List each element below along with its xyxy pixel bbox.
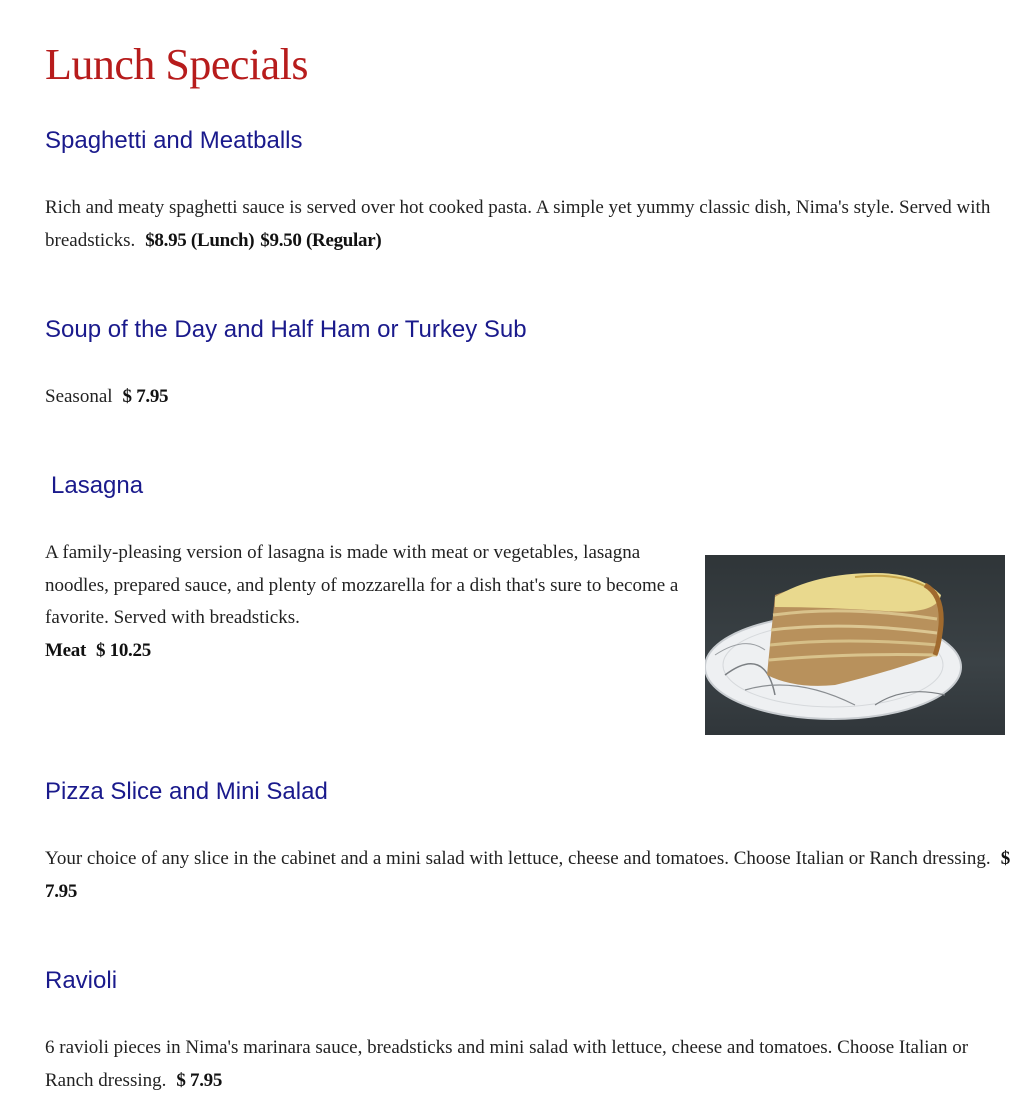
item-description-text: Your choice of any slice in the cabinet and a mini salad with lettuce, cheese and tomatoes. Choose Italian or Ranch dressing.	[45, 848, 991, 869]
item-description-text: Rich and meaty spaghetti sauce is served over hot cooked pasta. A simple yet yummy classic dish, Nima's style. Served with breadsticks.	[45, 197, 991, 251]
item-description-spaghetti	[45, 192, 1010, 257]
price: $ 10.25	[96, 639, 151, 661]
item-description-ravioli	[45, 1032, 1010, 1097]
item-description-pizza	[45, 843, 1010, 908]
item-title-soup: Soup of the Day and Half Ham or Turkey Sub	[45, 316, 527, 343]
variant-label: Meat	[45, 639, 86, 661]
item-description-text: A family-pleasing version of lasagna is made with meat or vegetables, lasagna noodles, prepared sauce, and plenty of mozzarella for a dish that's sure to become a favorite. Served with breadsticks.	[45, 542, 679, 628]
price: $ 7.95	[176, 1069, 223, 1091]
page-title: Lunch Specials	[45, 40, 309, 89]
item-description-text: Seasonal	[45, 386, 113, 407]
item-title-pizza: Pizza Slice and Mini Salad	[45, 778, 328, 805]
item-description-lasagna	[45, 537, 690, 667]
price-regular: $9.50 (Regular)	[260, 229, 382, 251]
item-title-ravioli: Ravioli	[45, 967, 118, 994]
item-description-soup	[45, 381, 1010, 414]
lasagna-photo	[705, 555, 1005, 735]
price: $ 7.95	[122, 386, 169, 407]
item-title-spaghetti: Spaghetti and Meatballs	[45, 127, 303, 154]
item-title-lasagna: Lasagna	[51, 472, 144, 499]
price-lunch: $8.95 (Lunch)	[145, 229, 255, 251]
item-description-text: 6 ravioli pieces in Nima's marinara sauce, breadsticks and mini salad with lettuce, cheese and tomatoes. Choose Italian or Ranch dressing.	[45, 1037, 969, 1091]
price: $ 7.95	[45, 848, 1010, 902]
lasagna-photo-illustration	[705, 555, 1005, 735]
